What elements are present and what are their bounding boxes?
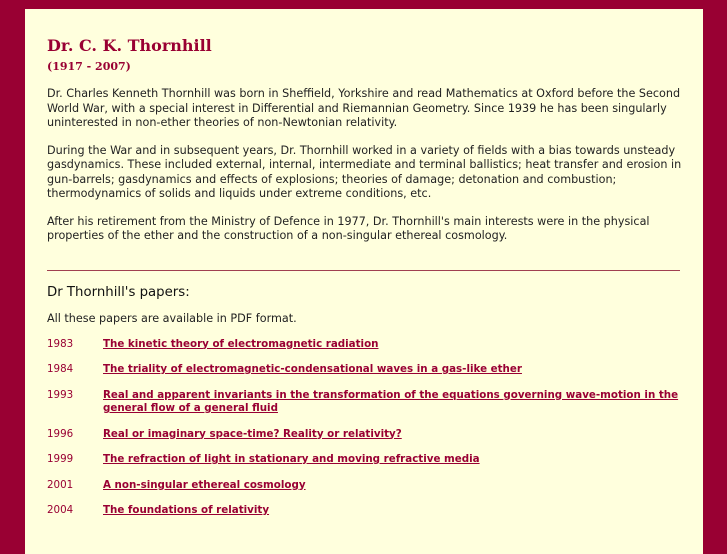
paper-year: 2001 xyxy=(47,478,74,491)
paper-link[interactable]: The refraction of light in stationary and moving refractive media xyxy=(103,453,480,465)
paper-year: 1993 xyxy=(47,388,74,401)
paper-item xyxy=(47,338,703,352)
paper-year: 1984 xyxy=(47,363,74,375)
paper-item xyxy=(47,428,703,442)
paper-year: 1996 xyxy=(47,427,74,440)
paper-year: 1999 xyxy=(47,453,74,465)
paper-list xyxy=(47,338,703,518)
lifespan: (1917 - 2007) xyxy=(47,60,131,73)
paper-year: 2004 xyxy=(47,504,74,516)
content-panel xyxy=(25,9,703,554)
paper-link[interactable]: A non-singular ethereal cosmology xyxy=(103,478,306,491)
divider xyxy=(47,270,680,271)
bio-paragraph-2: During the War and in subsequent years, Dr. Thornhill worked in a variety of fields with a bias towards unsteady gasdynamics. These included external, internal, intermediate and terminal ballistics; heat transfer and erosion in gun-barrels; gasdynamics and effects of explosions; theories of damage; detonation and combustion; thermodynamics of solids and liquids under extreme conditions, etc. xyxy=(47,143,682,200)
paper-item xyxy=(47,479,703,493)
paper-year: 1983 xyxy=(47,337,74,350)
page-title: Dr. C. K. Thornhill xyxy=(47,36,212,55)
paper-item xyxy=(47,363,703,377)
paper-link[interactable]: The triality of electromagnetic-condensational waves in a gas-like ether xyxy=(103,363,522,375)
papers-heading: Dr Thornhill's papers: xyxy=(47,284,190,300)
paper-item xyxy=(47,389,703,416)
paper-link[interactable]: The kinetic theory of electromagnetic radiation xyxy=(103,337,379,350)
paper-link[interactable]: Real and apparent invariants in the transformation of the equations governing wave-motion in the general flow of a general fluid xyxy=(103,388,679,414)
bio-paragraph-3: After his retirement from the Ministry of Defence in 1977, Dr. Thornhill's main interests were in the physical properties of the ether and the construction of a non-singular ethereal cosmology. xyxy=(47,214,650,242)
paper-link[interactable]: Real or imaginary space-time? Reality or relativity? xyxy=(103,427,402,440)
paper-item xyxy=(47,453,703,467)
paper-item xyxy=(47,504,703,518)
bio-paragraph-1: Dr. Charles Kenneth Thornhill was born in Sheffield, Yorkshire and read Mathematics at Oxford before the Second World War, with a special interest in Differential and Riemannian Geometry. Since 1939 he has been singularly uninterested in non-ether theories of non-Newtonian relativity. xyxy=(47,87,681,129)
papers-intro: All these papers are available in PDF format. xyxy=(47,311,297,325)
paper-link[interactable]: The foundations of relativity xyxy=(103,504,270,516)
